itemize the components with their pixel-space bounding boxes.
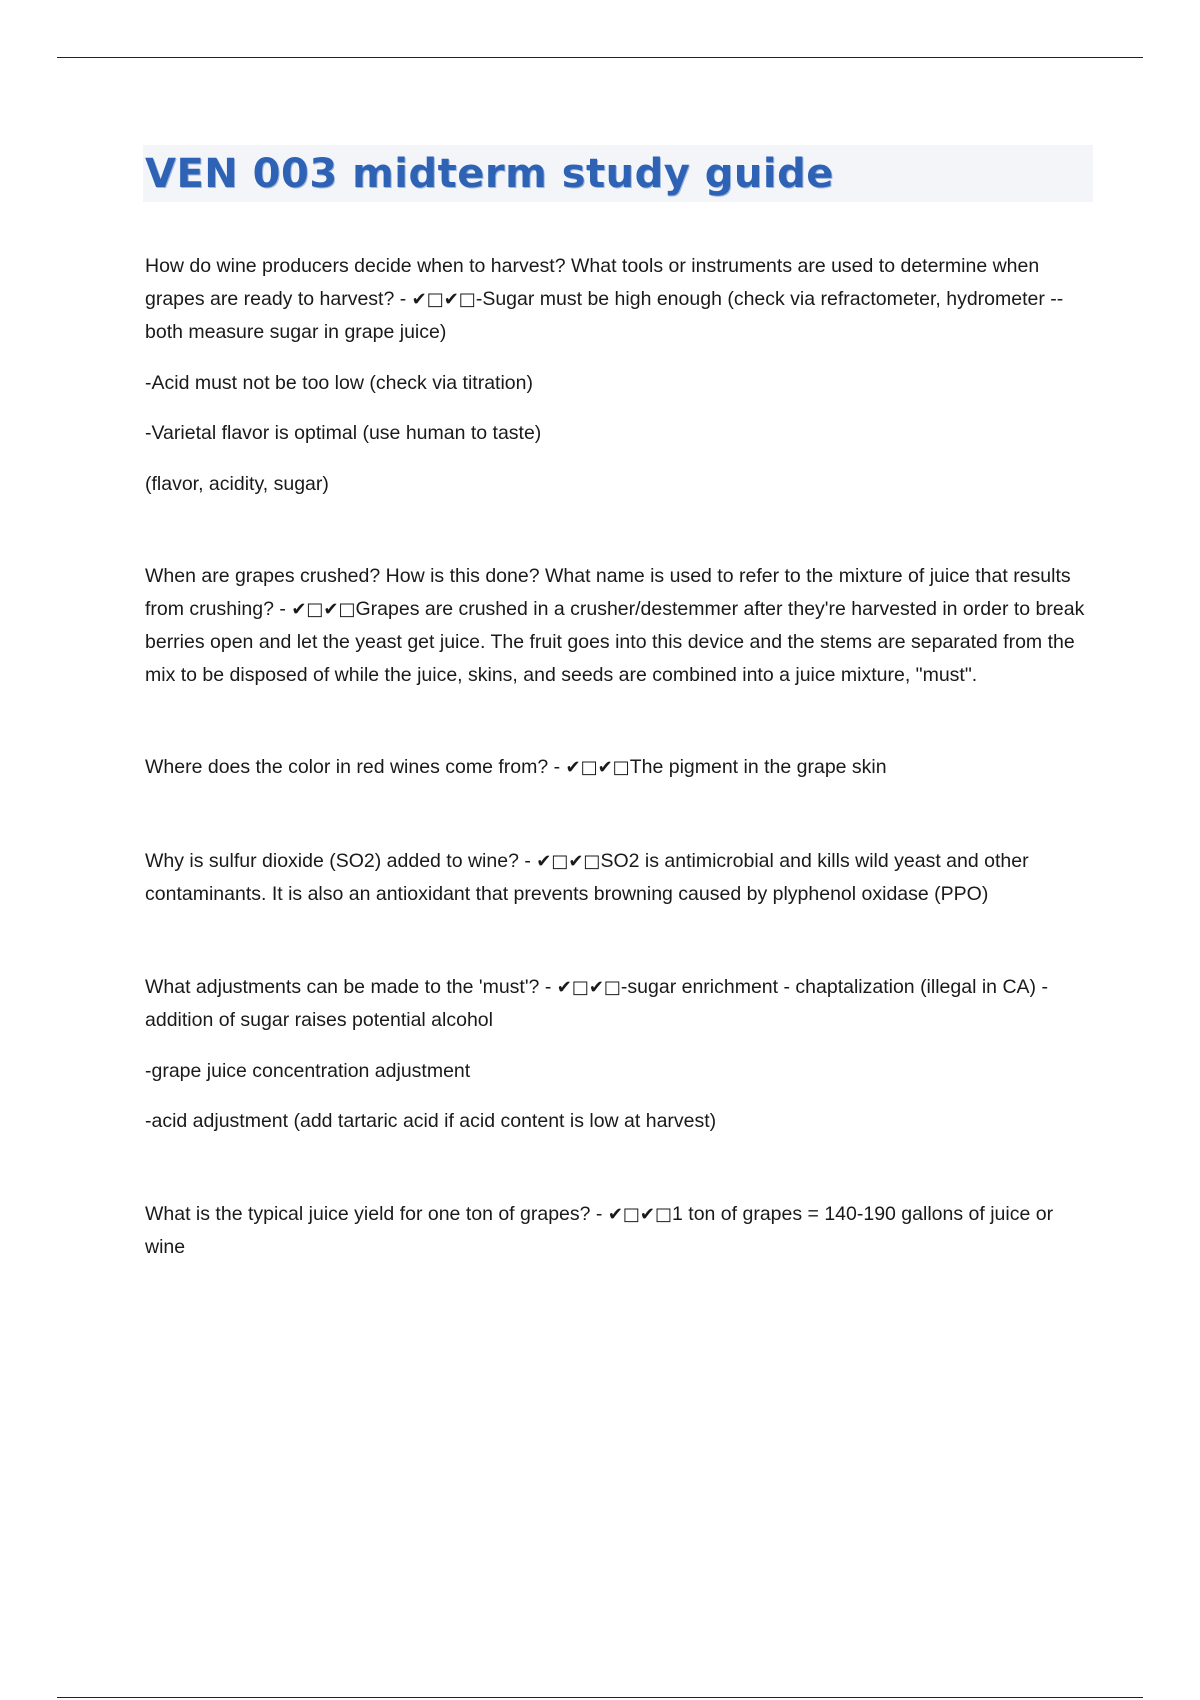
answer-marker-icon: ✔□✔□ [536, 850, 601, 872]
answer-marker-icon: ✔□✔□ [411, 288, 476, 310]
qa-item [145, 1198, 1095, 1264]
qa-main-paragraph [145, 1198, 1095, 1264]
qa-item [145, 250, 1095, 500]
question-text: What adjustments can be made to the 'must'? - [145, 975, 557, 998]
qa-main-paragraph [145, 845, 1095, 911]
answer-text: 1 ton of grapes = 140-190 gallons of juice or wine [145, 1202, 1054, 1258]
question-text: Why is sulfur dioxide (SO2) added to wine? - [145, 849, 537, 872]
question-text: What is the typical juice yield for one ton of grapes? - [145, 1202, 608, 1225]
answer-text: The pigment in the grape skin [629, 756, 887, 778]
top-rule [57, 57, 1143, 58]
question-text: When are grapes crushed? How is this done? What name is used to refer to the mixture of juice that results from crushing? - [145, 565, 1071, 620]
qa-main-paragraph [145, 250, 1095, 349]
answer-detail-line: -Acid must not be too low (check via titration) [145, 371, 533, 394]
qa-item [145, 751, 1095, 785]
answer-marker-icon: ✔□✔□ [556, 976, 621, 998]
answer-text: -Sugar must be high enough (check via refractometer, hydrometer -- both measure sugar in grape juice) [145, 287, 1064, 343]
answer-detail-line: -Varietal flavor is optimal (use human to taste) [145, 422, 542, 444]
document-title: VEN 003 midterm study guide [145, 151, 834, 197]
answer-detail-line: -grape juice concentration adjustment [145, 1059, 471, 1082]
answer-detail-line: -acid adjustment (add tartaric acid if acid content is low at harvest) [145, 1110, 717, 1132]
qa-main-paragraph [145, 560, 1095, 691]
qa-item [145, 971, 1095, 1138]
question-text: Where does the color in red wines come from? - [145, 756, 566, 778]
study-guide-content [145, 250, 1095, 1324]
answer-detail-line: (flavor, acidity, sugar) [145, 472, 329, 495]
answer-marker-icon: ✔□✔□ [607, 1203, 673, 1225]
qa-main-paragraph [145, 971, 1095, 1037]
answer-marker-icon: ✔□✔□ [291, 598, 356, 620]
question-text: How do wine producers decide when to harvest? What tools or instruments are used to determine when grapes are ready to harvest? - [145, 255, 1040, 310]
answer-text: Grapes are crushed in a crusher/destemmer after they're harvested in order to break berries open and let the yeast get juice. The fruit goes into this device and the stems are separated from the mix to be disposed of while the juice, skins, and seeds are combined into a juice mixture, "must". [145, 597, 1085, 686]
bottom-rule [57, 1697, 1143, 1698]
answer-text: SO2 is antimicrobial and kills wild yeast and other contaminants. It is also an antioxidant that prevents browning caused by plyphenol oxidase (PPO) [145, 849, 1029, 905]
answer-text: -sugar enrichment - chaptalization (illegal in CA) - addition of sugar raises potential alcohol [145, 975, 1048, 1031]
answer-marker-icon: ✔□✔□ [565, 757, 630, 778]
qa-main-paragraph [145, 751, 1095, 785]
qa-item [145, 560, 1095, 691]
qa-item [145, 845, 1095, 911]
